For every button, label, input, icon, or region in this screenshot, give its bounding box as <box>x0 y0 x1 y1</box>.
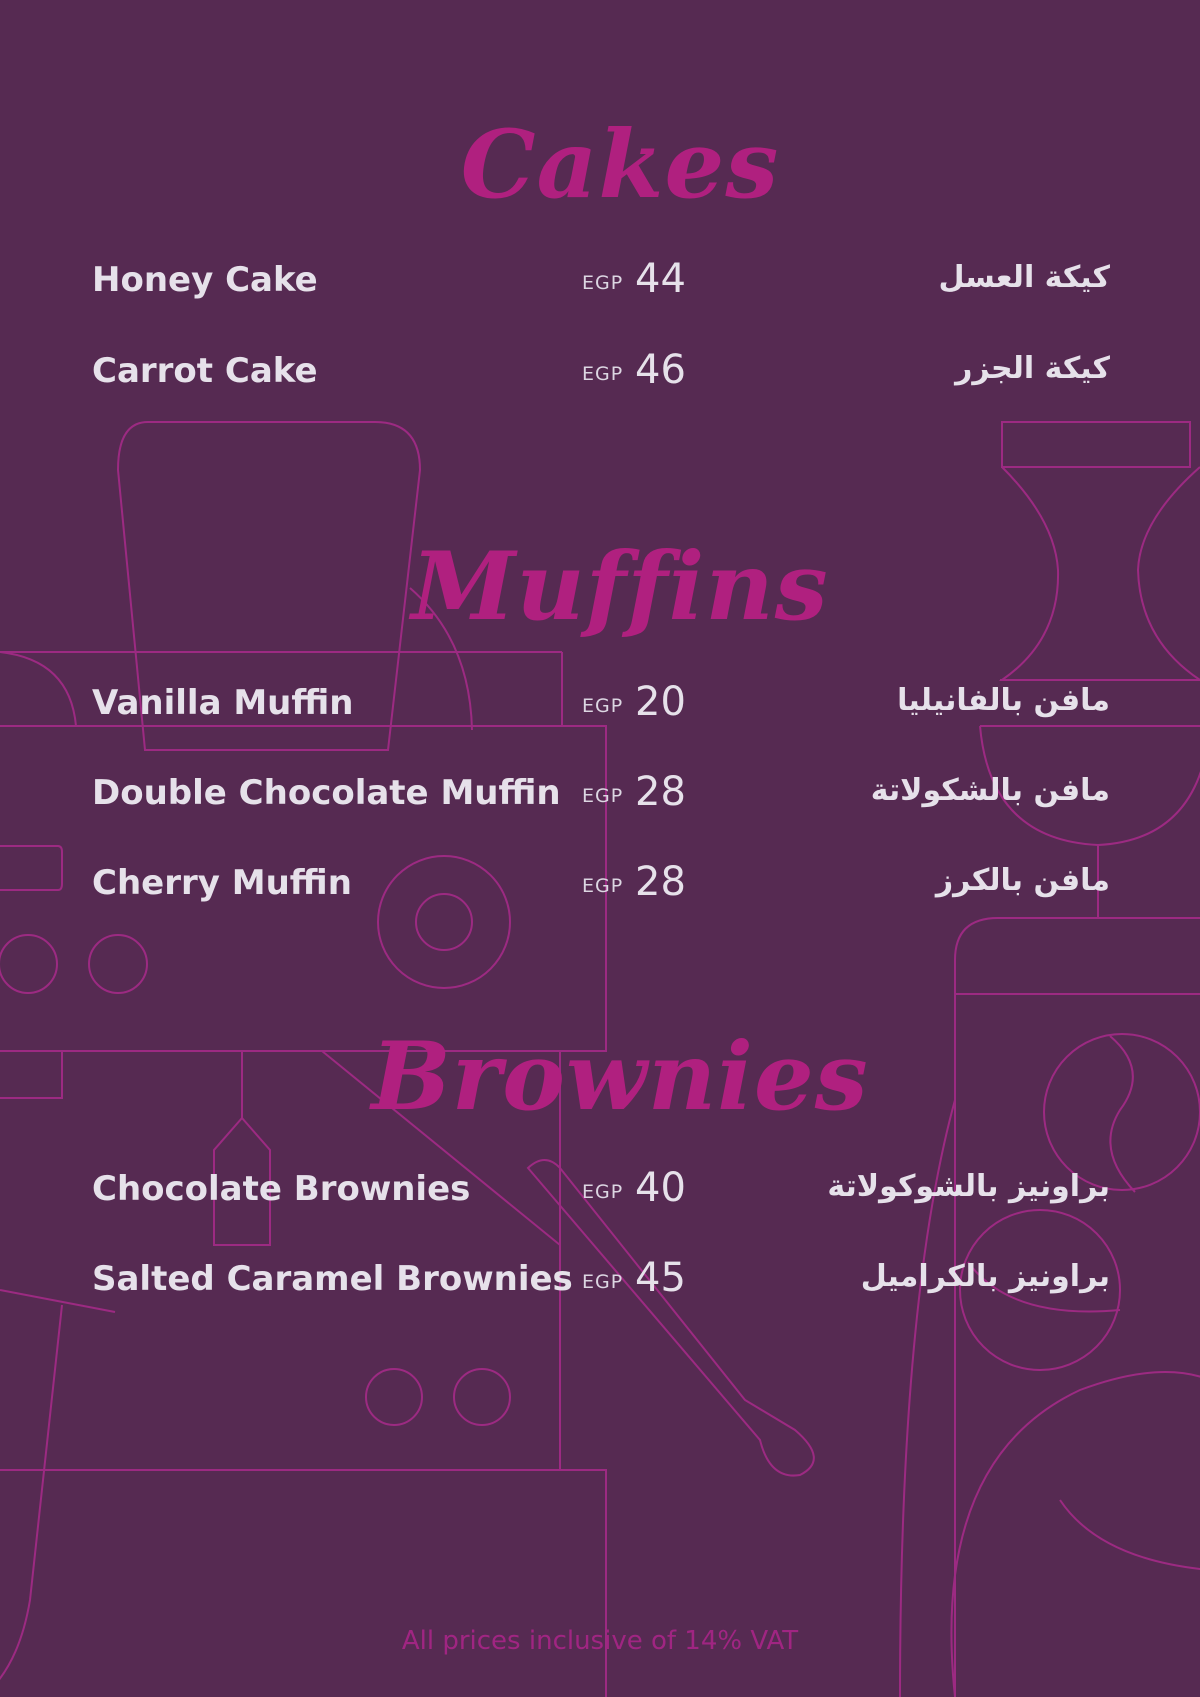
menu-item-honey-cake <box>92 254 1110 304</box>
section-title-cakes: Cakes <box>460 110 780 220</box>
item-name-en: Vanilla Muffin <box>92 683 354 723</box>
currency-label: EGP <box>582 875 624 897</box>
item-name-ar: مافن بالشكولاتة <box>870 773 1110 808</box>
item-name-ar: كيكة الجزر <box>955 351 1110 386</box>
currency-label: EGP <box>582 363 624 385</box>
item-name-ar: براونيز بالكراميل <box>860 1259 1110 1294</box>
vat-note: All prices inclusive of 14% VAT <box>401 1626 799 1656</box>
currency-label: EGP <box>582 1271 624 1293</box>
menu-item-salted-caramel-brownies <box>92 1253 1110 1303</box>
currency-label: EGP <box>582 272 624 294</box>
item-name-ar: مافن بالكرز <box>935 863 1110 898</box>
section-title-muffins: Muffins <box>411 532 829 642</box>
currency-label: EGP <box>582 1181 624 1203</box>
item-price: 28 <box>635 769 686 815</box>
item-name-en: Cherry Muffin <box>92 863 352 903</box>
menu-item-carrot-cake <box>92 345 1110 395</box>
item-name-ar: براونيز بالشوكولاتة <box>827 1169 1110 1204</box>
item-name-ar: مافن بالفانيليا <box>897 683 1110 718</box>
item-price: 40 <box>635 1165 686 1211</box>
item-name-en: Double Chocolate Muffin <box>92 773 561 813</box>
section-title-brownies: Brownies <box>371 1022 869 1132</box>
item-price: 45 <box>635 1255 686 1301</box>
item-name-en: Salted Caramel Brownies <box>92 1259 573 1299</box>
menu-item-chocolate-brownies <box>92 1163 1110 1213</box>
item-name-en: Chocolate Brownies <box>92 1169 471 1209</box>
item-name-en: Honey Cake <box>92 260 318 300</box>
menu-item-vanilla-muffin <box>92 677 1110 727</box>
menu-item-cherry-muffin <box>92 857 1110 907</box>
item-price: 46 <box>635 347 686 393</box>
currency-label: EGP <box>582 785 624 807</box>
currency-label: EGP <box>582 695 624 717</box>
item-price: 44 <box>635 256 686 302</box>
menu-item-double-chocolate-muffin <box>92 767 1110 817</box>
item-price: 20 <box>635 679 686 725</box>
item-price: 28 <box>635 859 686 905</box>
item-name-en: Carrot Cake <box>92 351 318 391</box>
item-name-ar: كيكة العسل <box>938 260 1110 295</box>
